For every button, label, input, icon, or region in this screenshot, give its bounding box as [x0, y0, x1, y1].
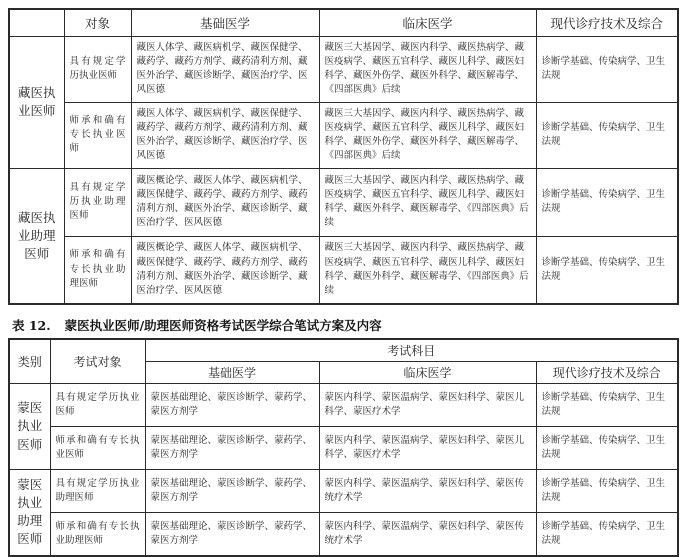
table-row — [9, 513, 678, 556]
exam-target-header: 对象 — [64, 9, 131, 36]
clinical-medicine-cell: 蒙医内科学、蒙医温病学、蒙医妇科学、蒙医传统疗术学 — [319, 513, 536, 556]
clinical-medicine-cell: 藏医三大基因学、藏医内科学、藏医热病学、藏医疫病学、藏医五官科学、藏医儿科学、藏医妇科学、藏医外科学、藏医解毒学、《四部医典》后续 — [319, 168, 536, 236]
clinical-medicine-cell: 蒙医内科学、蒙医温病学、蒙医妇科学、蒙医儿科学、蒙医疗术学 — [319, 427, 536, 470]
category-cell: 蒙医执业助理医师 — [9, 470, 50, 556]
modern-tech-header: 现代诊疗技术及综合 — [536, 362, 678, 384]
clinical-medicine-header: 临床医学 — [319, 362, 536, 384]
exam-target-cell: 具有规定学历执业医师 — [50, 384, 145, 427]
modern-tech-cell: 诊断学基础、传染病学、卫生法规 — [536, 36, 678, 102]
table-row — [9, 427, 678, 470]
clinical-medicine-header: 临床医学 — [319, 9, 536, 36]
table-header-row — [9, 9, 678, 36]
category-header: 类别 — [9, 339, 50, 384]
table-row — [9, 36, 678, 102]
exam-target-header: 考试对象 — [50, 339, 145, 384]
table-row — [9, 236, 678, 304]
category-header — [9, 9, 64, 36]
basic-medicine-cell: 蒙医基础理论、蒙医诊断学、蒙药学、蒙医方剂学 — [145, 470, 319, 513]
exam-target-cell: 具有规定学历执业助理医师 — [64, 168, 131, 236]
table-row — [9, 168, 678, 236]
modern-tech-cell: 诊断学基础、传染病学、卫生法规 — [536, 384, 678, 427]
table-row — [9, 384, 678, 427]
exam-subjects-header: 考试科目 — [145, 339, 678, 362]
basic-medicine-cell: 蒙医基础理论、蒙医诊断学、蒙药学、蒙医方剂学 — [145, 384, 319, 427]
caption-number: 表 12. — [12, 318, 51, 333]
clinical-medicine-cell: 藏医三大基因学、藏医内科学、藏医热病学、藏医疫病学、藏医五官科学、藏医儿科学、藏医妇科学、藏医外伤学、藏医外科学、藏医解毒学、《四部医典》后续 — [319, 36, 536, 102]
basic-medicine-cell: 藏医人体学、藏医病机学、藏医保健学、藏药学、藏药方剂学、藏药清利方剂、藏医外治学、藏医诊断学、藏医治疗学、医风医德 — [131, 36, 319, 102]
category-cell: 藏医执业助理医师 — [9, 168, 64, 304]
table-header-row — [9, 339, 678, 362]
table-row — [9, 470, 678, 513]
basic-medicine-cell: 藏医概论学、藏医人体学、藏医病机学、藏医保健学、藏药学、藏药方剂学、藏药清利方剂、藏医外治学、藏医诊断学、藏医治疗学、医风医德 — [131, 168, 319, 236]
exam-target-cell: 师承和确有专长执业助理医师 — [50, 513, 145, 556]
modern-tech-cell: 诊断学基础、传染病学、卫生法规 — [536, 236, 678, 304]
clinical-medicine-cell: 藏医三大基因学、藏医内科学、藏医热病学、藏医疫病学、藏医五官科学、藏医儿科学、藏医妇科学、藏医外伤学、藏医外科学、藏医解毒学、《四部医典》后续 — [319, 102, 536, 168]
table-caption — [12, 316, 677, 334]
exam-target-cell: 师承和确有专长执业助理医师 — [64, 236, 131, 304]
modern-tech-cell: 诊断学基础、传染病学、卫生法规 — [536, 470, 678, 513]
exam-target-cell: 具有规定学历执业助理医师 — [50, 470, 145, 513]
category-cell: 藏医执业医师 — [9, 36, 64, 168]
caption-title: 蒙医执业医师/助理医师资格考试医学综合笔试方案及内容 — [64, 318, 382, 333]
table-row — [9, 102, 678, 168]
clinical-medicine-cell: 蒙医内科学、蒙医温病学、蒙医妇科学、蒙医儿科学、蒙医疗术学 — [319, 384, 536, 427]
exam-target-cell: 具有规定学历执业医师 — [64, 36, 131, 102]
basic-medicine-cell: 藏医概论学、藏医人体学、藏医病机学、藏医保健学、藏药学、藏药方剂学、藏药清利方剂、藏医外治学、藏医诊断学、藏医治疗学、医风医德 — [131, 236, 319, 304]
modern-tech-cell: 诊断学基础、传染病学、卫生法规 — [536, 168, 678, 236]
clinical-medicine-cell: 蒙医内科学、蒙医温病学、蒙医妇科学、蒙医传统疗术学 — [319, 470, 536, 513]
basic-medicine-cell: 藏医人体学、藏医病机学、藏医保健学、藏药学、藏药方剂学、藏药清利方剂、藏医外治学、藏医诊断学、藏医治疗学、医风医德 — [131, 102, 319, 168]
exam-target-cell: 师承和确有专长执业医师 — [64, 102, 131, 168]
modern-tech-header: 现代诊疗技术及综合 — [536, 9, 678, 36]
basic-medicine-cell: 蒙医基础理论、蒙医诊断学、蒙药学、蒙医方剂学 — [145, 513, 319, 556]
basic-medicine-header: 基础医学 — [145, 362, 319, 384]
basic-medicine-cell: 蒙医基础理论、蒙医诊断学、蒙药学、蒙医方剂学 — [145, 427, 319, 470]
modern-tech-cell: 诊断学基础、传染病学、卫生法规 — [536, 427, 678, 470]
basic-medicine-header: 基础医学 — [131, 9, 319, 36]
clinical-medicine-cell: 藏医三大基因学、藏医内科学、藏医热病学、藏医疫病学、藏医五官科学、藏医儿科学、藏医妇科学、藏医外科学、藏医解毒学、《四部医典》后续 — [319, 236, 536, 304]
modern-tech-cell: 诊断学基础、传染病学、卫生法规 — [536, 102, 678, 168]
mongolian-exam-table — [8, 338, 679, 557]
modern-tech-cell: 诊断学基础、传染病学、卫生法规 — [536, 513, 678, 556]
exam-target-cell: 师承和确有专长执业医师 — [50, 427, 145, 470]
tibetan-exam-table — [8, 8, 679, 305]
category-cell: 蒙医执业医师 — [9, 384, 50, 470]
